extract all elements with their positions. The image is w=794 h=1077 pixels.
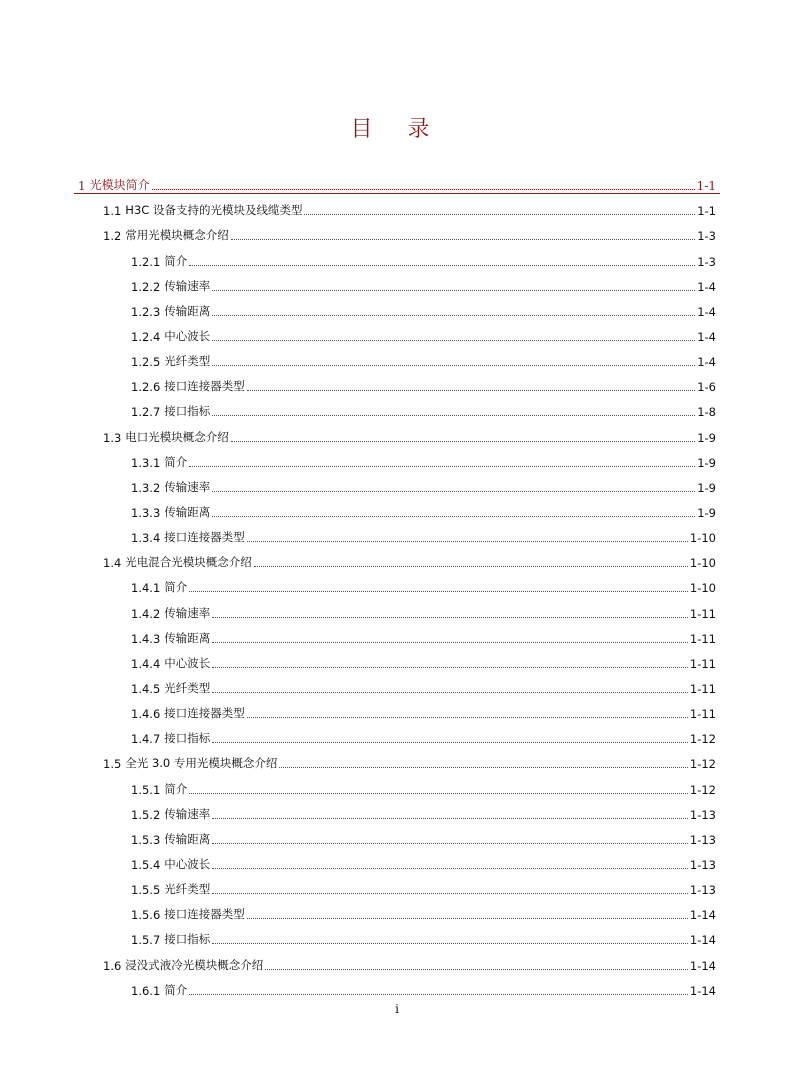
toc-entry-number: 1.2.2 (131, 279, 161, 294)
toc-entry-page: 1-4 (697, 279, 716, 294)
toc-entry-number: 1.5.3 (131, 832, 161, 847)
dot-leader (212, 817, 688, 819)
dot-leader (247, 389, 695, 391)
toc-entry[interactable] (74, 797, 720, 822)
toc-entry[interactable] (74, 269, 720, 294)
toc-entry-title: 浸没式液冷光模块概念介绍 (125, 957, 264, 972)
toc-entry-title: 传输距离 (164, 630, 211, 645)
toc-entry[interactable] (74, 394, 720, 419)
toc-entry[interactable] (74, 570, 720, 595)
toc-entry-page: 1-1 (696, 179, 716, 194)
toc-entry-number: 1.2.4 (131, 329, 161, 344)
toc-entry-number: 1.4.1 (131, 581, 161, 596)
toc-entry[interactable] (74, 168, 720, 193)
toc-entry[interactable] (74, 771, 720, 796)
toc-entry-title: 接口指标 (164, 731, 211, 746)
toc-entry-page: 1-13 (689, 883, 716, 898)
toc-entry[interactable] (74, 243, 720, 268)
toc-entry-page: 1-11 (689, 681, 716, 696)
dot-leader (212, 515, 695, 517)
toc-entry-title: 传输速率 (164, 806, 211, 821)
toc-entry[interactable] (74, 369, 720, 394)
toc-entry[interactable] (74, 721, 720, 746)
dot-leader (212, 892, 688, 894)
toc-entry-title: 传输速率 (164, 278, 211, 293)
toc-entry-number: 1.3 (103, 430, 122, 445)
heading-rule (74, 193, 720, 194)
toc-entry[interactable] (74, 520, 720, 545)
toc-entry-title: 接口连接器类型 (164, 530, 245, 545)
toc-entry-page: 1-3 (697, 254, 716, 269)
toc-entry[interactable] (74, 872, 720, 897)
toc-entry-title: 光电混合光模块概念介绍 (125, 555, 252, 570)
toc-entry-number: 1.2 (103, 229, 122, 244)
toc-entry-number: 1.4.6 (131, 707, 161, 722)
toc-entry-number: 1.6.1 (131, 983, 161, 998)
toc-entry-page: 1-11 (689, 606, 716, 621)
toc-entry-number: 1 (78, 179, 86, 194)
toc-entry[interactable] (74, 595, 720, 620)
toc-entry-title: 常用光模块概念介绍 (125, 228, 229, 243)
toc-entry-title: 接口连接器类型 (164, 907, 245, 922)
toc-entry-title: 传输距离 (164, 504, 211, 519)
toc-entry[interactable] (74, 445, 720, 470)
toc-entry[interactable] (74, 470, 720, 495)
toc-entry-number: 1.1 (103, 204, 122, 219)
dot-leader (212, 339, 695, 341)
toc-entry-page: 1-11 (689, 656, 716, 671)
dot-leader (231, 440, 695, 442)
toc-entry[interactable] (74, 419, 720, 444)
dot-leader (189, 590, 688, 592)
toc-entry[interactable] (74, 495, 720, 520)
toc-entry-title: 光纤类型 (164, 354, 211, 369)
toc-entry-title: 光模块简介 (89, 178, 150, 193)
toc-entry-title: 传输速率 (164, 605, 211, 620)
toc-entry-page: 1-13 (689, 807, 716, 822)
toc-entry-number: 1.5.1 (131, 782, 161, 797)
toc-entry-page: 1-4 (697, 304, 716, 319)
toc-entry-page: 1-9 (697, 455, 716, 470)
toc-entry-page: 1-12 (689, 732, 716, 747)
toc-entry-title: H3C 设备支持的光模块及线缆类型 (125, 203, 303, 218)
toc-entry-title: 接口连接器类型 (164, 706, 245, 721)
dot-leader (212, 364, 695, 366)
toc-entry-number: 1.3.1 (131, 455, 161, 470)
toc-entry-number: 1.5.7 (131, 933, 161, 948)
toc-entry-number: 1.4.4 (131, 656, 161, 671)
toc-entry-number: 1.4.7 (131, 732, 161, 747)
dot-leader (231, 238, 695, 240)
toc-entry[interactable] (74, 218, 720, 243)
toc-entry-number: 1.2.1 (131, 254, 161, 269)
toc-entry-title: 光纤类型 (164, 882, 211, 897)
toc-entry-title: 电口光模块概念介绍 (125, 429, 229, 444)
toc-entry[interactable] (74, 822, 720, 847)
toc-entry-title: 简介 (164, 253, 188, 268)
dot-leader (212, 867, 688, 869)
toc-entry-number: 1.4.5 (131, 681, 161, 696)
dot-leader (212, 741, 688, 743)
toc-entry-number: 1.2.3 (131, 304, 161, 319)
toc-entry-page: 1-10 (689, 581, 716, 596)
toc-entry[interactable] (74, 973, 720, 998)
toc-entry[interactable] (74, 193, 720, 218)
dot-leader (212, 490, 695, 492)
toc-entry-title: 简介 (164, 454, 188, 469)
toc-entry-title: 简介 (164, 781, 188, 796)
toc-entry-number: 1.6 (103, 958, 122, 973)
page-title: 目 录 (350, 117, 444, 142)
toc-entry-title: 中心波长 (164, 655, 211, 670)
dot-leader (212, 691, 688, 693)
page-number: i (395, 1002, 399, 1016)
toc-entry-page: 1-3 (697, 229, 716, 244)
toc-entry[interactable] (74, 646, 720, 671)
toc-entry-number: 1.4.3 (131, 631, 161, 646)
toc-entry-title: 传输距离 (164, 303, 211, 318)
toc-entry-page: 1-8 (697, 405, 716, 420)
toc-entry[interactable] (74, 319, 720, 344)
toc-entry-number: 1.2.5 (131, 355, 161, 370)
dot-leader (279, 766, 687, 768)
dot-leader (152, 188, 695, 190)
dot-leader (212, 641, 688, 643)
dot-leader (212, 414, 695, 416)
toc-entry-page: 1-9 (697, 430, 716, 445)
toc-entry-number: 1.5.5 (131, 883, 161, 898)
toc-entry-page: 1-14 (689, 908, 716, 923)
dot-leader (212, 942, 688, 944)
toc-entry-title: 接口连接器类型 (164, 379, 245, 394)
toc-entry-page: 1-11 (689, 631, 716, 646)
toc-entry-number: 1.5 (103, 757, 122, 772)
toc-entry-page: 1-13 (689, 857, 716, 872)
dot-leader (247, 540, 688, 542)
dot-leader (212, 289, 695, 291)
toc-entry[interactable] (74, 746, 720, 771)
toc-entry-page: 1-11 (689, 707, 716, 722)
toc-entry[interactable] (74, 671, 720, 696)
toc-entry-number: 1.5.2 (131, 807, 161, 822)
toc-entry-page: 1-14 (689, 933, 716, 948)
toc-entry-page: 1-12 (689, 782, 716, 797)
toc-entry-page: 1-10 (689, 556, 716, 571)
toc-entry-number: 1.3.3 (131, 505, 161, 520)
toc-entry-title: 简介 (164, 982, 188, 997)
dot-leader (212, 616, 688, 618)
toc-entry[interactable] (74, 897, 720, 922)
table-of-contents (74, 168, 720, 998)
toc-entry-title: 全光 3.0 专用光模块概念介绍 (125, 756, 278, 771)
toc-entry-number: 1.3.4 (131, 531, 161, 546)
dot-leader (247, 716, 688, 718)
toc-entry-number: 1.5.4 (131, 857, 161, 872)
dot-leader (247, 917, 688, 919)
toc-entry-page: 1-14 (689, 983, 716, 998)
toc-entry-page: 1-6 (697, 380, 716, 395)
toc-entry-number: 1.4 (103, 556, 122, 571)
toc-entry-title: 中心波长 (164, 856, 211, 871)
toc-entry-title: 接口指标 (164, 932, 211, 947)
toc-entry[interactable] (74, 621, 720, 646)
toc-entry-page: 1-12 (689, 757, 716, 772)
toc-entry-title: 传输距离 (164, 831, 211, 846)
toc-entry-page: 1-14 (689, 958, 716, 973)
toc-entry[interactable] (74, 696, 720, 721)
toc-entry[interactable] (74, 545, 720, 570)
dot-leader (212, 314, 695, 316)
dot-leader (265, 968, 688, 970)
toc-entry[interactable] (74, 344, 720, 369)
toc-entry[interactable] (74, 847, 720, 872)
dot-leader (212, 842, 688, 844)
toc-entry[interactable] (74, 294, 720, 319)
toc-entry-page: 1-4 (697, 355, 716, 370)
toc-entry-title: 传输速率 (164, 479, 211, 494)
toc-entry-title: 接口指标 (164, 404, 211, 419)
toc-entry-title: 光纤类型 (164, 680, 211, 695)
toc-entry[interactable] (74, 922, 720, 947)
toc-entry-page: 1-10 (689, 531, 716, 546)
toc-entry-number: 1.2.7 (131, 405, 161, 420)
dot-leader (189, 792, 688, 794)
toc-entry-number: 1.4.2 (131, 606, 161, 621)
toc-entry-title: 简介 (164, 580, 188, 595)
dot-leader (304, 213, 695, 215)
dot-leader (212, 666, 688, 668)
toc-entry-number: 1.2.6 (131, 380, 161, 395)
toc-entry-page: 1-9 (697, 480, 716, 495)
toc-entry[interactable] (74, 947, 720, 972)
dot-leader (189, 465, 695, 467)
toc-entry-page: 1-13 (689, 832, 716, 847)
toc-entry-number: 1.3.2 (131, 480, 161, 495)
toc-entry-title: 中心波长 (164, 328, 211, 343)
toc-entry-page: 1-9 (697, 505, 716, 520)
toc-entry-page: 1-1 (697, 204, 716, 219)
toc-entry-page: 1-4 (697, 329, 716, 344)
dot-leader (189, 993, 688, 995)
dot-leader (254, 565, 688, 567)
toc-entry-number: 1.5.6 (131, 908, 161, 923)
dot-leader (189, 264, 695, 266)
